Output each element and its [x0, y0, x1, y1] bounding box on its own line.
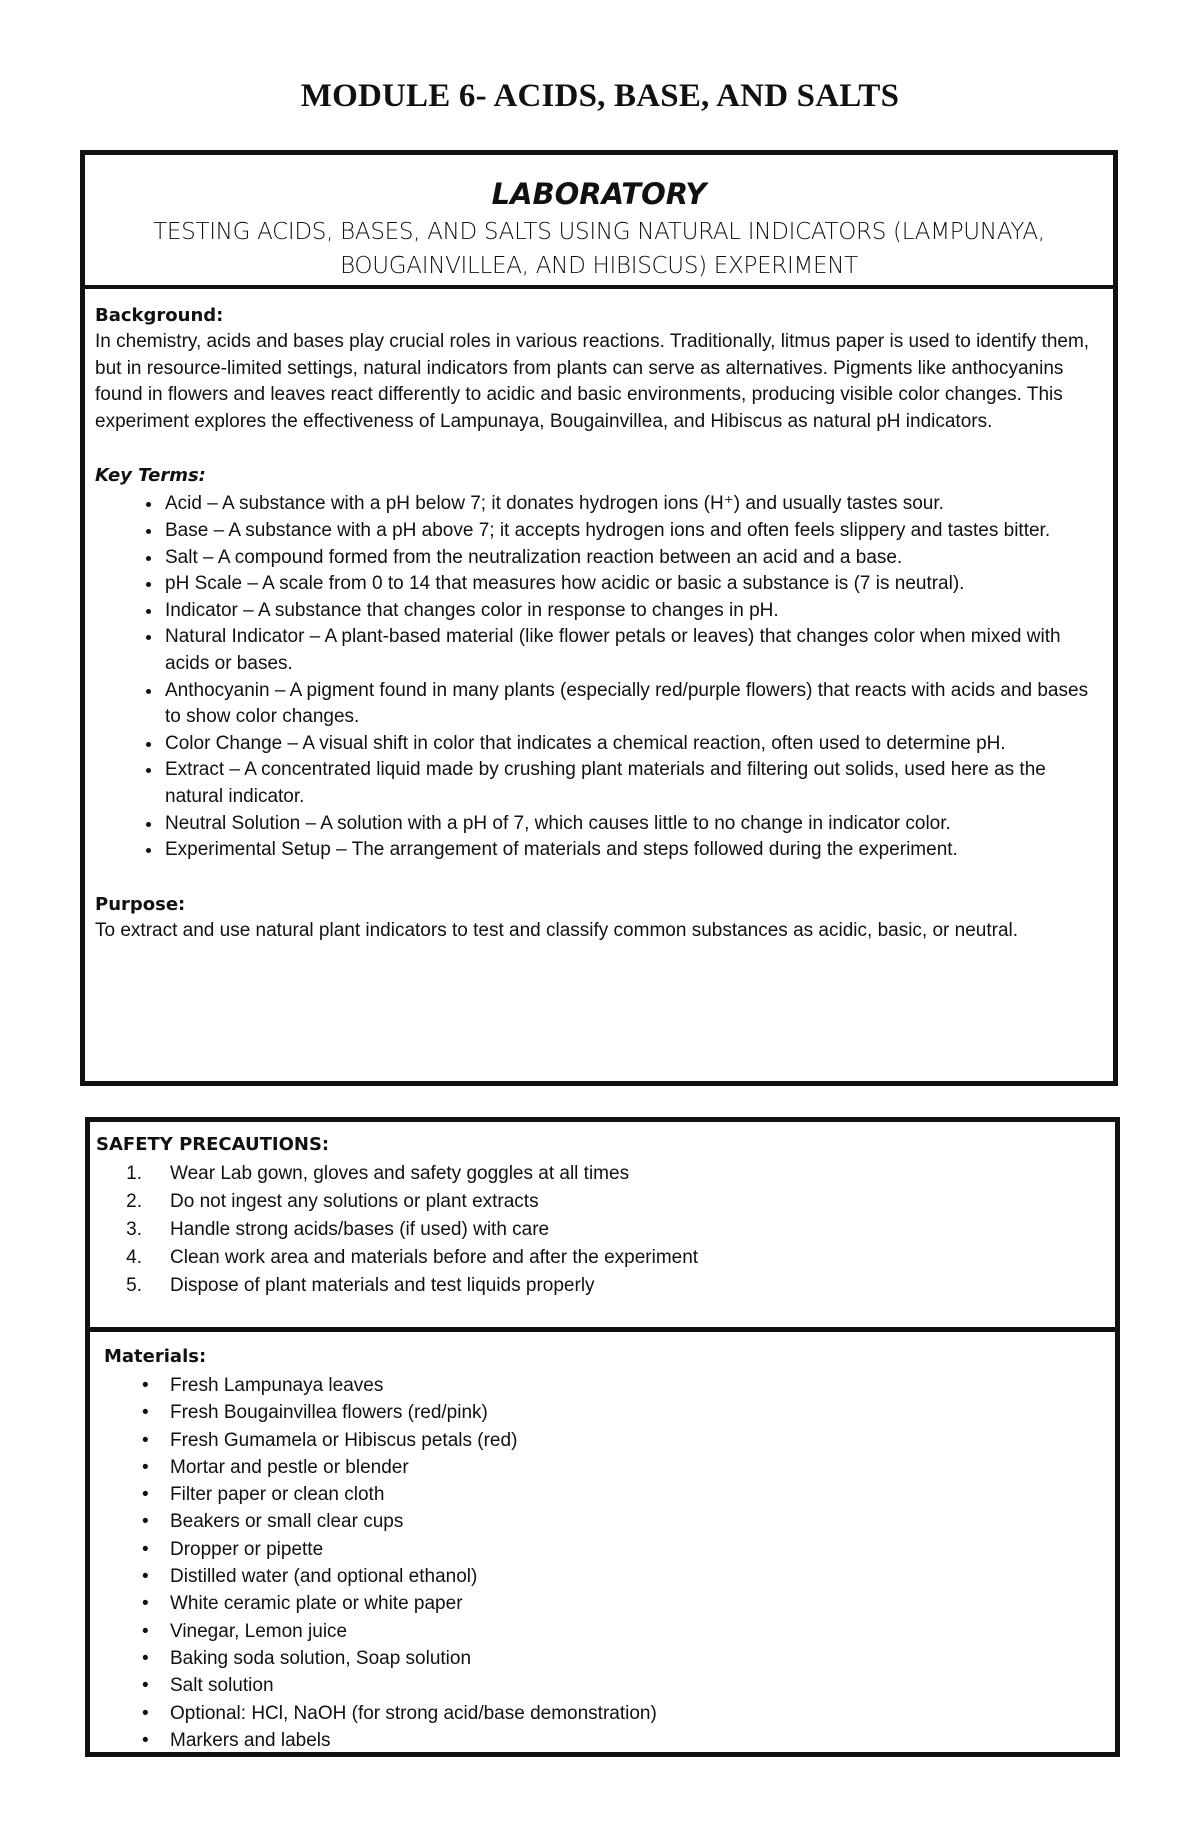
material-item: • Filter paper or clean cloth: [90, 1481, 657, 1508]
key-term-item: • Anthocyanin – A pigment found in many plants (especially red/purple flowers) that reacts with acids and bases to show color changes.: [163, 678, 1107, 731]
key-term-item: • Base – A substance with a pH above 7; it accepts hydrogen ions and often feels slippery and tastes bitter.: [163, 518, 1107, 545]
safety-list: [90, 1160, 698, 1300]
key-term-item: • pH Scale – A scale from 0 to 14 that measures how acidic or basic a substance is (7 is neutral).: [163, 571, 1107, 598]
material-item: • Fresh Gumamela or Hibiscus petals (red): [90, 1427, 657, 1454]
key-term-item: • Salt – A compound formed from the neutralization reaction between an acid and a base.: [163, 545, 1107, 572]
purpose-text: To extract and use natural plant indicators to test and classify common substances as acidic, basic, or neutral.: [95, 919, 1019, 941]
safety-item: 5. Dispose of plant materials and test liquids properly: [126, 1275, 595, 1296]
material-item: • White ceramic plate or white paper: [90, 1590, 657, 1617]
material-item: • Beakers or small clear cups: [90, 1508, 657, 1535]
material-item: • Fresh Bougainvillea flowers (red/pink): [90, 1399, 657, 1426]
page-title: MODULE 6- ACIDS, BASE, AND SALTS: [300, 78, 900, 114]
bullet-icon: •: [142, 1620, 149, 1642]
material-item: • Baking soda solution, Soap solution: [90, 1645, 657, 1672]
bullet-icon: •: [142, 1566, 149, 1588]
purpose-label: Purpose:: [95, 893, 186, 915]
key-term-item: • Extract – A concentrated liquid made by crushing plant materials and filtering out solids, used here as the natural indicator.: [163, 757, 1107, 810]
material-item: • Fresh Lampunaya leaves: [90, 1372, 657, 1399]
safety-label: SAFETY PRECAUTIONS:: [96, 1134, 330, 1155]
key-terms-label: Key Terms:: [95, 465, 206, 487]
bullet-icon: •: [142, 1484, 149, 1506]
key-term-item: • Indicator – A substance that changes color in response to changes in pH.: [163, 598, 1107, 625]
materials-box: [85, 1327, 1120, 1757]
safety-item: 4. Clean work area and materials before and after the experiment: [126, 1247, 699, 1268]
key-term-item: • Natural Indicator – A plant-based material (like flower petals or leaves) that changes color when mixed with acids or bases.: [163, 624, 1107, 677]
bullet-icon: •: [142, 1456, 149, 1478]
laboratory-heading: LABORATORY: [491, 177, 707, 211]
safety-item: 2. Do not ingest any solutions or plant extracts: [126, 1191, 539, 1212]
key-term-item: • Neutral Solution – A solution with a pH of 7, which causes little to no change in indicator color.: [163, 811, 1107, 838]
bullet-icon: •: [142, 1593, 149, 1615]
bullet-icon: •: [142, 1375, 149, 1396]
laboratory-header: [85, 155, 1113, 289]
material-item: • Optional: HCl, NaOH (for strong acid/base demonstration): [90, 1700, 657, 1727]
material-item: • Salt solution: [90, 1672, 657, 1699]
bullet-icon: •: [142, 1538, 149, 1560]
bullet-icon: •: [142, 1402, 149, 1424]
background-text: In chemistry, acids and bases play crucial roles in various reactions. Traditionally, litmus paper is used to identify them, but in resource-limited settings, natural indicators from plants can serve as alternatives. Pigments like anthocyanins found in flowers and leaves react differently to acidic and basic environments, producing visible color changes. This experiment explores the effectiveness of Lampunaya, Bougainvillea, and Hibiscus as natural pH indicators.: [95, 331, 1090, 432]
key-term-item: • Color Change – A visual shift in color that indicates a chemical reaction, often used to determine pH.: [163, 731, 1107, 758]
key-terms-list: [95, 491, 1107, 863]
bullet-icon: •: [142, 1511, 149, 1533]
bullet-icon: •: [142, 1702, 149, 1724]
materials-label: Materials:: [104, 1346, 207, 1367]
experiment-title: TESTING ACIDS, BASES, AND SALTS USING NATURAL INDICATORS (LAMPUNAYA, BOUGAINVILLEA, AND HIBISCUS) EXPERIMENT: [153, 219, 1045, 279]
safety-item: 3. Handle strong acids/bases (if used) with care: [126, 1219, 550, 1240]
background-label: Background:: [95, 305, 224, 326]
material-item: • Markers and labels: [90, 1727, 657, 1754]
material-item: • Dropper or pipette: [90, 1536, 657, 1563]
materials-list: [90, 1372, 657, 1754]
bullet-icon: •: [142, 1647, 149, 1669]
safety-item: 1. Wear Lab gown, gloves and safety goggles at all times: [126, 1163, 630, 1184]
key-term-item: • Acid – A substance with a pH below 7; it donates hydrogen ions (H⁺) and usually tastes sour.: [163, 491, 1107, 518]
laboratory-body: [95, 303, 1107, 944]
key-term-item: • Experimental Setup – The arrangement of materials and steps followed during the experiment.: [163, 837, 1107, 864]
bullet-icon: •: [142, 1429, 149, 1451]
bullet-icon: •: [142, 1729, 149, 1751]
material-item: • Vinegar, Lemon juice: [90, 1618, 657, 1645]
safety-box: [85, 1117, 1120, 1332]
material-item: • Mortar and pestle or blender: [90, 1454, 657, 1481]
bullet-icon: •: [142, 1675, 149, 1697]
laboratory-box: [80, 150, 1118, 1086]
material-item: • Distilled water (and optional ethanol): [90, 1563, 657, 1590]
